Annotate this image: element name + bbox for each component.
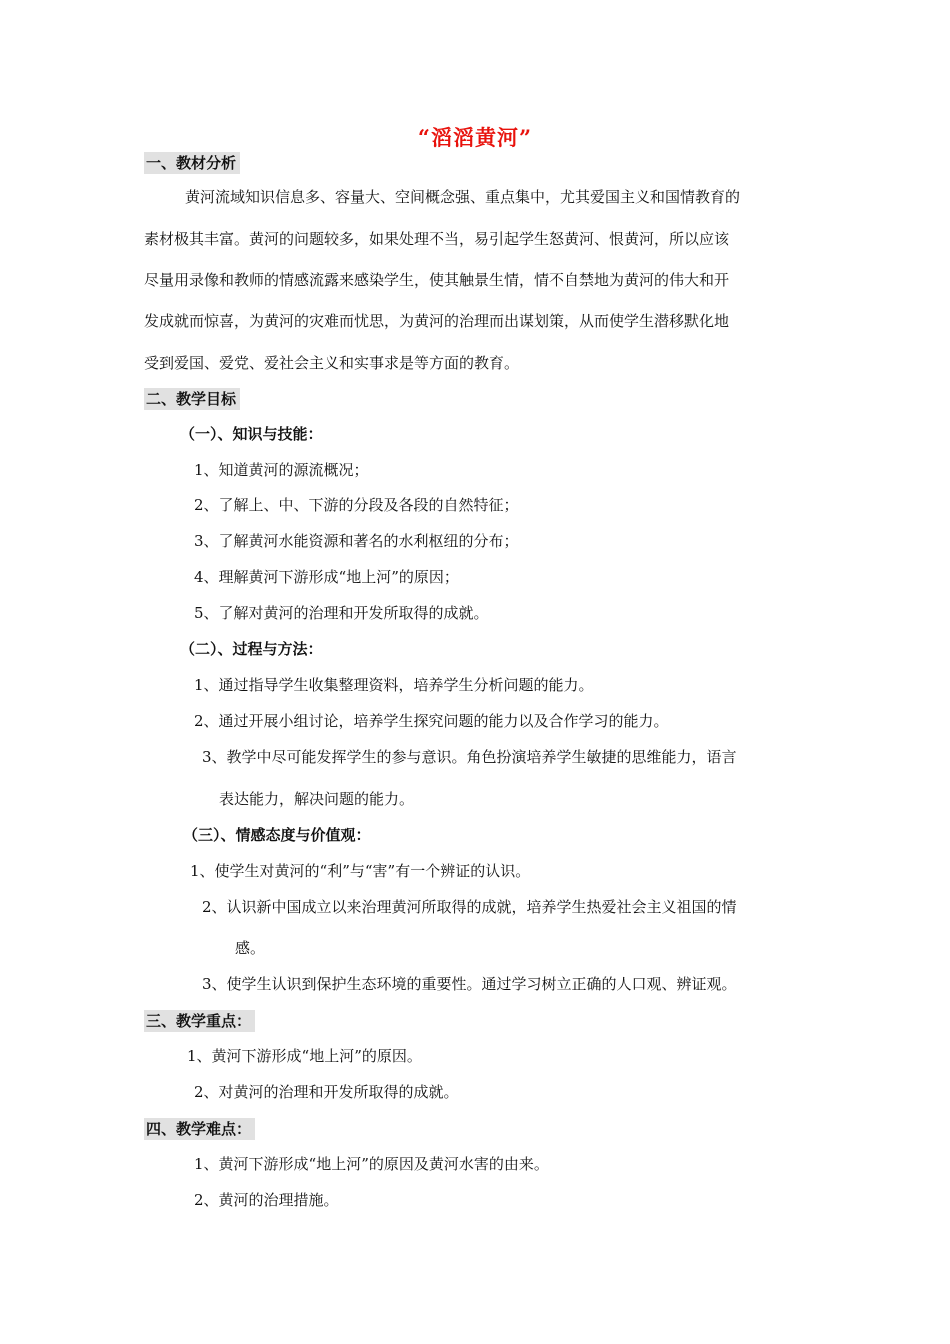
paragraph-line: 素材极其丰富。黄河的问题较多，如果处理不当，易引起学生怒黄河、恨黄河，所以应该 <box>144 230 730 248</box>
subheading-knowledge-skills: （一）、知识与技能： <box>180 425 323 443</box>
list-item: 5、了解对黄河的治理和开发所取得的成就。 <box>194 604 489 622</box>
list-item: 2、了解上、中、下游的分段及各段的自然特征； <box>194 496 519 514</box>
section-heading-textbook-analysis: 一、教材分析 <box>144 152 240 174</box>
paragraph-line: 尽量用录像和教师的情感流露来感染学生，使其触景生情，情不自禁地为黄河的伟大和开 <box>144 271 730 289</box>
list-item: 1、使学生对黄河的“利”与“害”有一个辨证的认识。 <box>190 862 531 880</box>
list-item: 2、黄河的治理措施。 <box>194 1191 339 1209</box>
paragraph-line: 发成就而惊喜，为黄河的灾难而忧思，为黄河的治理而出谋划策，从而使学生潜移默化地 <box>144 312 730 330</box>
paragraph-line: 受到爱国、爱党、爱社会主义和实事求是等方面的教育。 <box>144 354 520 372</box>
list-item: 1、通过指导学生收集整理资料，培养学生分析问题的能力。 <box>194 676 594 694</box>
list-item: 1、知道黄河的源流概况； <box>194 461 369 479</box>
section-heading-key-points: 三、教学重点： <box>144 1010 255 1032</box>
list-item: 3、了解黄河水能资源和著名的水利枢纽的分布； <box>194 532 519 550</box>
list-item-continuation: 表达能力，解决问题的能力。 <box>219 790 415 808</box>
list-item: 2、认识新中国成立以来治理黄河所取得的成就，培养学生热爱社会主义祖国的情 <box>202 898 737 916</box>
subheading-process-methods: （二）、过程与方法： <box>180 640 323 658</box>
list-item-continuation: 感。 <box>235 939 266 957</box>
list-item: 2、通过开展小组讨论，培养学生探究问题的能力以及合作学习的能力。 <box>194 712 669 730</box>
document-title: “滔滔黄河” <box>417 125 533 150</box>
section-heading-teaching-goals: 二、教学目标 <box>144 388 240 410</box>
list-item: 3、使学生认识到保护生态环境的重要性。通过学习树立正确的人口观、辨证观。 <box>202 975 737 993</box>
list-item: 4、理解黄河下游形成“地上河”的原因； <box>194 568 459 586</box>
list-item: 1、黄河下游形成“地上河”的原因。 <box>187 1047 422 1065</box>
list-item: 2、对黄河的治理和开发所取得的成就。 <box>194 1083 459 1101</box>
section-heading-difficult-points: 四、教学难点： <box>144 1118 255 1140</box>
paragraph-line: 黄河流域知识信息多、容量大、空间概念强、重点集中，尤其爱国主义和国情教育的 <box>185 188 741 206</box>
list-item: 1、黄河下游形成“地上河”的原因及黄河水害的由来。 <box>194 1155 549 1173</box>
list-item: 3、教学中尽可能发挥学生的参与意识。角色扮演培养学生敏捷的思维能力，语言 <box>202 748 737 766</box>
subheading-emotion-values: （三）、情感态度与价值观： <box>183 826 371 844</box>
